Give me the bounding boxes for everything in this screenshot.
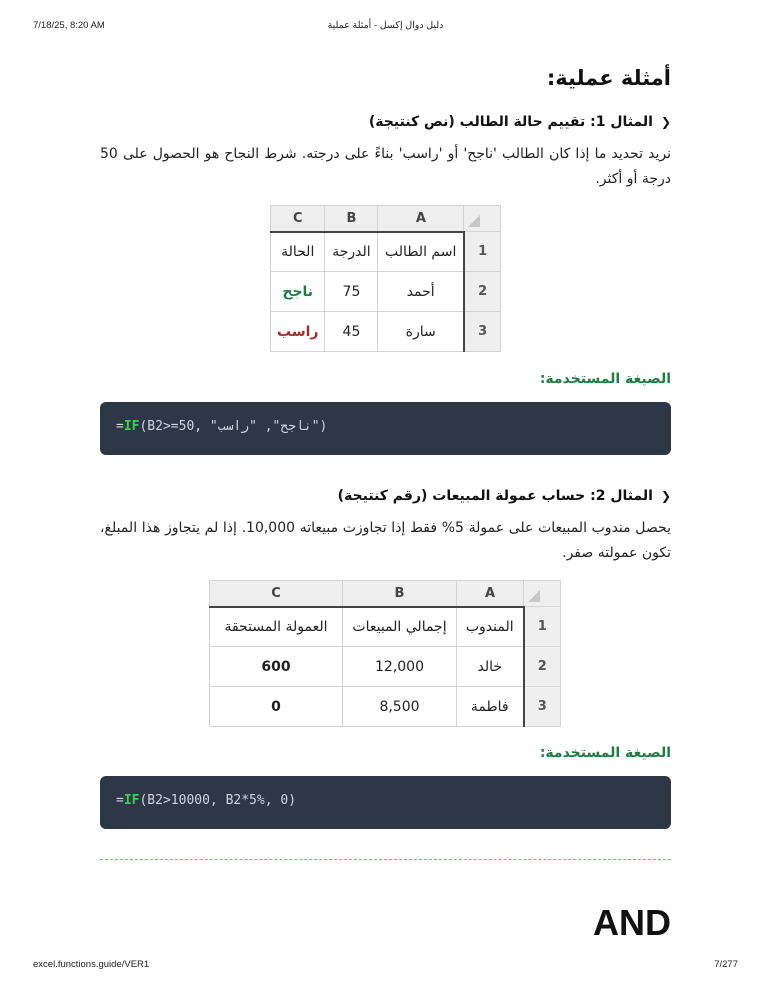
sheet-corner [524, 581, 561, 607]
example-1-sheet [270, 205, 501, 352]
example-1-code-block[interactable] [100, 402, 671, 455]
column-header-c: C [210, 581, 343, 607]
status-fail: راسب [271, 312, 325, 352]
table-cell: المندوب [457, 607, 524, 647]
page-number: 7/277 [714, 959, 738, 970]
table-row [210, 647, 561, 687]
column-header-b: B [343, 581, 457, 607]
example-2-heading [338, 488, 671, 504]
table-cell: الحالة [271, 232, 325, 272]
print-header [33, 20, 738, 34]
column-header-c: C [271, 206, 325, 232]
formula-prefix: = [116, 419, 124, 434]
column-header-a: A [378, 206, 464, 232]
section-divider [100, 859, 671, 860]
print-doc-title: دليل دوال إكسل - أمثلة عملية [327, 20, 444, 31]
example-1-title: المثال 1: تقييم حالة الطالب (نص كنتيجة) [368, 114, 653, 130]
table-row [271, 232, 501, 272]
row-header: 2 [464, 272, 501, 312]
select-all-triangle-icon [528, 590, 540, 602]
footer-url[interactable]: excel.functions.guide/VER1 [33, 959, 150, 970]
table-cell: العمولة المستحقة [210, 607, 343, 647]
table-cell: الدرجة [325, 232, 378, 272]
print-footer [33, 959, 738, 973]
column-header-b: B [325, 206, 378, 232]
formula-args: (B2>=50, "ناجح", "راسب") [139, 419, 328, 434]
table-cell: خالد [457, 647, 524, 687]
row-header: 3 [464, 312, 501, 352]
example-2-code-block[interactable] [100, 776, 671, 829]
table-row [210, 687, 561, 727]
example-1-formula-label: الصيغة المستخدمة: [539, 371, 671, 387]
example-1-heading [369, 114, 671, 130]
formula-function: IF [123, 419, 140, 434]
row-header: 2 [524, 647, 561, 687]
row-header: 1 [524, 607, 561, 647]
example-2-formula-label: الصيغة المستخدمة: [539, 745, 671, 761]
formula-function: IF [123, 793, 140, 808]
row-header: 3 [524, 687, 561, 727]
chevron-left-icon: ❮ [660, 115, 671, 129]
table-cell: اسم الطالب [378, 232, 464, 272]
column-header-a: A [457, 581, 524, 607]
example-2-title: المثال 2: حساب عمولة المبيعات (رقم كنتيجة) [337, 488, 653, 504]
example-2-sheet [209, 580, 561, 727]
table-cell: 75 [325, 272, 378, 312]
formula-prefix: = [116, 793, 124, 808]
table-cell: فاطمة [457, 687, 524, 727]
table-cell: 12,000 [343, 647, 457, 687]
table-row [271, 272, 501, 312]
table-row [271, 312, 501, 352]
example-2-description: يحصل مندوب المبيعات على عمولة 5% فقط إذا تجاوزت مبيعاته 10,000. إذا لم يتجاوز هذا المبلغ، تكون عمولته صفر. [100, 520, 671, 561]
chevron-left-icon: ❮ [660, 489, 671, 503]
table-row [210, 607, 561, 647]
sheet-corner [464, 206, 501, 232]
table-cell: سارة [378, 312, 464, 352]
table-cell: 8,500 [343, 687, 457, 727]
table-cell: 45 [325, 312, 378, 352]
status-pass: ناجح [271, 272, 325, 312]
print-datetime: 7/18/25, 8:20 AM [33, 20, 105, 31]
row-header: 1 [464, 232, 501, 272]
table-cell: 600 [210, 647, 343, 687]
example-1-description: نريد تحديد ما إذا كان الطالب 'ناجح' أو 'راسب' بناءً على درجته. شرط النجاح هو الحصول على 50 درجة أو أكثر. [100, 146, 671, 187]
select-all-triangle-icon [468, 215, 480, 227]
table-cell: أحمد [378, 272, 464, 312]
section-title: أمثلة عملية: [546, 66, 671, 90]
formula-args: (B2>10000, B2*5%, 0) [139, 793, 297, 808]
next-section-title: AND [593, 902, 671, 943]
table-cell: إجمالي المبيعات [343, 607, 457, 647]
table-cell: 0 [210, 687, 343, 727]
